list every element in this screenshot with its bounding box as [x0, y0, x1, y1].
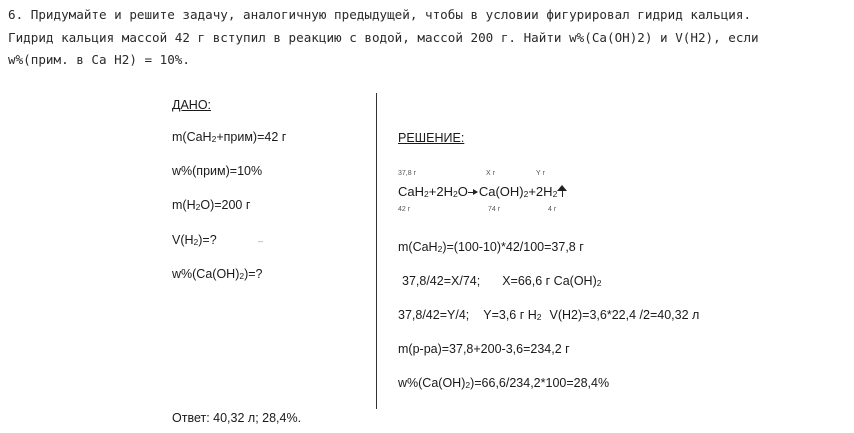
- solution-line-4: m(р-ра)=37,8+200-3,6=234,2 г: [398, 342, 570, 356]
- given-v-h2-sub: 2: [193, 237, 199, 247]
- answer: Ответ: 40,32 л; 28,4%.: [172, 411, 302, 425]
- solution-line-2: [402, 274, 601, 288]
- solution-title: РЕШЕНИЕ:: [398, 131, 465, 145]
- sol-l3-b: Y=3,6 г H: [483, 308, 537, 322]
- sol-l3-c: V(H2)=3,6*22,4 /2=40,32 л: [549, 308, 700, 322]
- eq-s4: 2: [523, 189, 529, 199]
- eq-p1: CaH: [398, 184, 425, 199]
- given-title: ДАНО:: [172, 98, 212, 112]
- given-v-h2-a: V(H: [172, 233, 194, 247]
- stray-mark: –: [258, 236, 264, 246]
- gas-arrow-up-icon: [557, 185, 567, 197]
- given-m-cah2-b: +прим)=42 г: [216, 130, 287, 144]
- eq-s5: 2: [552, 189, 558, 199]
- given-m-cah2-sub: 2: [211, 134, 217, 144]
- eq-p5: +2H: [528, 184, 553, 199]
- sol-l2-sub: 2: [596, 278, 602, 288]
- eq-s1: 2: [424, 189, 429, 199]
- sol-l5-b: )=66,6/234,2*100=28,4%: [470, 376, 610, 390]
- eq-s2: 2: [452, 189, 458, 199]
- given-w-caoh2-sub: 2: [239, 271, 245, 281]
- above-cah2: 37,8 г: [398, 170, 417, 177]
- sol-l1-b: )=(100-10)*42/100=37,8 г: [442, 240, 584, 254]
- sol-l5-a: w%(Ca(OH): [398, 376, 466, 390]
- given-m-h2o-a: m(H: [172, 198, 196, 212]
- sol-l1-sub: 2: [437, 244, 443, 254]
- above-h2: Y г: [536, 170, 546, 177]
- problem-line-3: w%(прим. в Са Н2) = 10%.: [8, 52, 190, 67]
- sol-l2-b: X=66,6 г Ca(OH): [502, 274, 597, 288]
- sol-l3-a: 37,8/42=Y/4;: [398, 308, 470, 322]
- given-w-caoh2-a: w%(Ca(OH): [172, 267, 240, 281]
- problem-line-2: Гидрид кальция массой 42 г вступил в реакцию с водой, массой 200 г. Найти w%(Ca(OH)2) и V(H2), если: [8, 29, 759, 45]
- sol-l1-a: m(CaH: [398, 240, 438, 254]
- sol-l2-a: 37,8/42=X/74;: [402, 274, 481, 288]
- solution-line-1: [398, 240, 584, 254]
- given-m-h2o-sub: 2: [195, 202, 201, 212]
- given-m-cah2-a: m(CaH: [172, 130, 212, 144]
- reaction-equation: [398, 184, 567, 199]
- given-w-prim: w%(прим)=10%: [172, 164, 263, 178]
- problem-line-1: 6. Придумайте и решите задачу, аналогичную предыдущей, чтобы в условии фигурировал гидрид кальция.: [8, 7, 752, 22]
- eq-p4: Ca(OH): [478, 184, 524, 199]
- sol-l5-sub: 2: [465, 380, 471, 390]
- eq-p3: O: [457, 184, 468, 199]
- below-caoh2: 74 г: [488, 206, 501, 213]
- problem-statement: [8, 4, 848, 72]
- eq-p2: +2H: [428, 184, 453, 199]
- given-m-cah2: [172, 130, 286, 144]
- given-w-caoh2-b: )=?: [244, 267, 263, 281]
- sol-l3-sub: 2: [536, 312, 542, 322]
- below-cah2: 42 г: [398, 206, 411, 213]
- given-v-h2-b: )=?: [198, 233, 217, 247]
- given-m-h2o: [172, 198, 250, 212]
- given-m-h2o-b: O)=200 г: [200, 198, 251, 212]
- solution-line-5: [398, 376, 609, 390]
- solution-line-3: [398, 308, 699, 322]
- vertical-divider: [376, 93, 377, 409]
- given-v-h2: [172, 233, 217, 247]
- above-caoh2: X г: [486, 170, 496, 177]
- below-h2: 4 г: [548, 206, 557, 213]
- given-w-caoh2: [172, 267, 263, 281]
